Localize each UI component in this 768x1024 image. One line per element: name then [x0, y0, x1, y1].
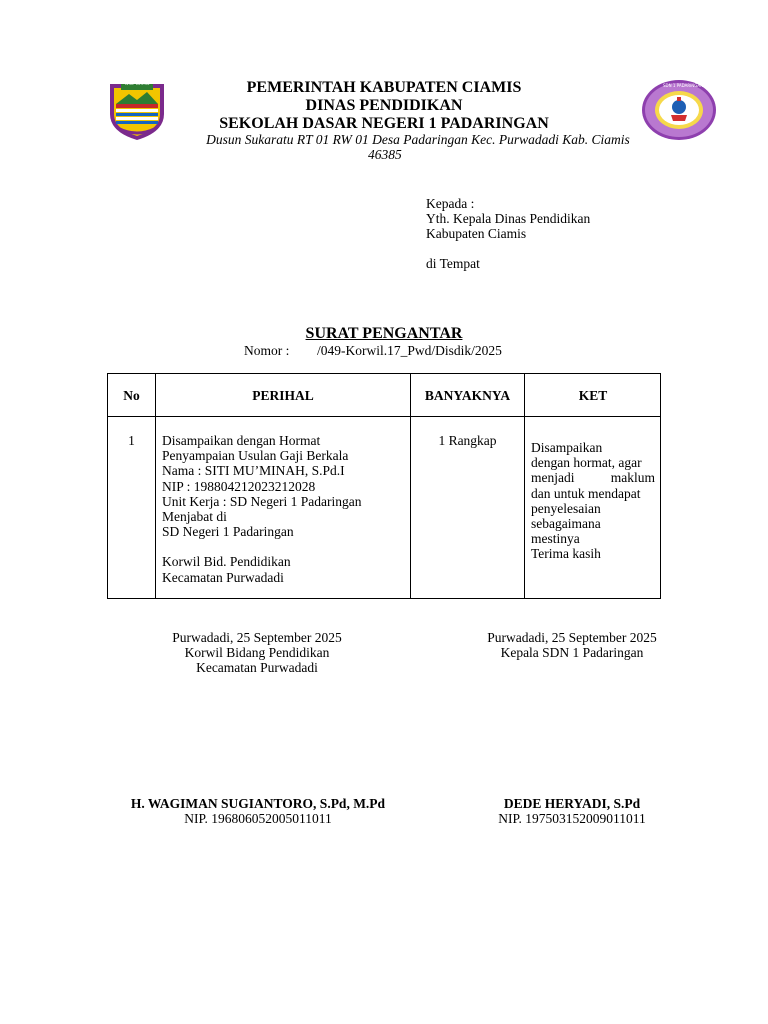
- perihal-line: Disampaikan dengan Hormat: [162, 433, 321, 448]
- signature-right-name: DEDE HERYADI, S.Pd: [503, 796, 641, 811]
- school-logo-lettering: SDN 1 PADARINGAN: [663, 83, 704, 88]
- perihal-line: Penyampaian Usulan Gaji Berkala: [162, 448, 349, 464]
- recipient-kepada: Kepada :: [426, 196, 475, 211]
- table-cell-banyaknya: 1 Rangkap: [438, 433, 497, 448]
- ket-line: penyelesaian: [531, 500, 601, 516]
- table-cell-ket: [531, 440, 655, 562]
- perihal-line: Nama : SITI MU’MINAH, S.Pd.I: [162, 463, 345, 479]
- ket-word: maklum: [610, 470, 655, 486]
- signature-left-nip: NIP. 196806052005011011: [184, 811, 332, 826]
- signature-right-footer: [422, 796, 722, 826]
- header-postcode: 46385: [368, 147, 402, 162]
- signature-left-name: H. WAGIMAN SUGIANTORO, S.Pd, M.Pd: [130, 796, 386, 811]
- header-department-line: DINAS PENDIDIKAN: [305, 97, 463, 114]
- perihal-line: Kecamatan Purwadadi: [162, 569, 284, 585]
- recipient-line1: Yth. Kepala Dinas Pendidikan: [426, 211, 591, 226]
- table-header-no: No: [123, 388, 140, 403]
- ket-line-justified: [531, 470, 655, 485]
- perihal-line: Menjabat di: [162, 509, 227, 525]
- letter-title: SURAT PENGANTAR: [305, 325, 463, 342]
- ket-line: mestinya: [531, 531, 580, 547]
- signature-left-header: [107, 630, 407, 675]
- signature-left-role2: Kecamatan Purwadadi: [196, 660, 318, 675]
- ket-line: dengan hormat, agar: [531, 455, 642, 471]
- table-cell-perihal: [162, 433, 361, 585]
- header-school-line: SEKOLAH DASAR NEGERI 1 PADARINGAN: [219, 115, 549, 132]
- letter-table: [107, 373, 661, 599]
- ket-line: dan untuk mendapat: [531, 485, 641, 501]
- recipient-place: di Tempat: [426, 256, 480, 271]
- nomor-label: Nomor :: [244, 343, 290, 358]
- signature-right-header: [422, 630, 722, 660]
- perihal-line: Korwil Bid. Pendidikan: [162, 554, 291, 570]
- perihal-line: Unit Kerja : SD Negeri 1 Padaringan: [162, 493, 362, 509]
- table-cell-no: 1: [128, 433, 135, 448]
- perihal-line: SD Negeri 1 Padaringan: [162, 524, 294, 540]
- header-address: Dusun Sukaratu RT 01 RW 01 Desa Padaringan Kec. Purwadadi Kab. Ciamis: [206, 132, 630, 147]
- signature-right-date: Purwadadi, 25 September 2025: [487, 630, 657, 645]
- header-government-line: PEMERINTAH KABUPATEN CIAMIS: [246, 79, 522, 96]
- signature-right-nip: NIP. 197503152009011011: [498, 811, 646, 826]
- nomor-value: /049-Korwil.17_Pwd/Disdik/2025: [317, 343, 502, 358]
- signature-left-footer: [108, 796, 408, 826]
- perihal-line: NIP : 198804212023212028: [162, 478, 316, 494]
- table-header-perihal: PERIHAL: [252, 388, 314, 403]
- signature-left-role1: Korwil Bidang Pendidikan: [184, 645, 330, 660]
- signature-right-role1: Kepala SDN 1 Padaringan: [500, 645, 644, 660]
- ciamis-logo-lettering: KAB. CIAMIS: [125, 81, 150, 86]
- recipient-line2: Kabupaten Ciamis: [426, 226, 527, 241]
- signature-left-date: Purwadadi, 25 September 2025: [172, 630, 342, 645]
- ket-line: Terima kasih: [531, 546, 601, 562]
- table-header-ket: KET: [578, 388, 608, 403]
- ket-line: Disampaikan: [531, 440, 603, 455]
- table-header-banyaknya: BANYAKNYA: [424, 388, 511, 403]
- ket-word: menjadi: [531, 470, 575, 486]
- ket-line: sebagaimana: [531, 516, 601, 532]
